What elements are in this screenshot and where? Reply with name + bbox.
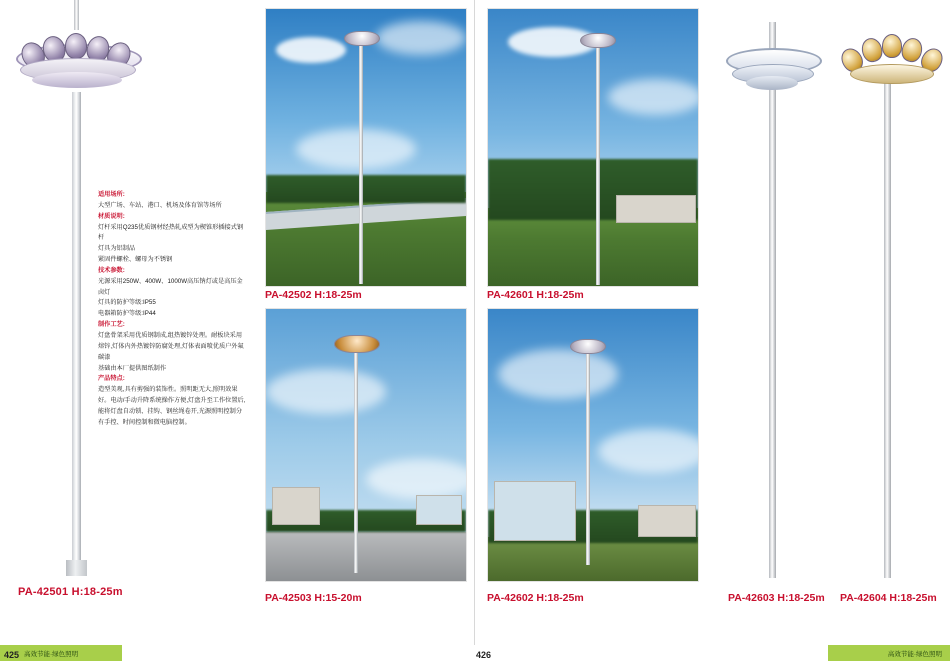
- product-caption-pa42601: PA-42601 H:18-25m: [487, 289, 584, 301]
- lamp-disc-lower: [746, 76, 798, 90]
- background-building: [616, 195, 696, 223]
- pole-mast: [884, 80, 891, 578]
- spec-line: 电器箱防护等级:IP44: [98, 310, 156, 318]
- photo-pole-mast: [359, 39, 363, 284]
- cloud: [366, 459, 467, 499]
- product-photo-pa42503: [265, 308, 467, 582]
- tree-line: [266, 175, 466, 203]
- photo-pole-mast: [354, 345, 358, 573]
- page-number-left: 425: [4, 650, 20, 660]
- product-caption-pa42603: PA-42603 H:18-25m: [728, 592, 825, 604]
- lamp-disc-upper: [850, 64, 934, 84]
- left-product-panel: [0, 0, 258, 600]
- photo-pole-mast: [586, 349, 590, 565]
- spec-heading: 适用场所:: [98, 191, 125, 198]
- ground: [488, 537, 698, 581]
- spec-line: 灯具的防护等级:IP55: [98, 299, 156, 307]
- specification-text: [98, 190, 248, 429]
- product-caption-pa42502: PA-42502 H:18-25m: [265, 289, 362, 301]
- spec-heading: 材质说明:: [98, 212, 125, 220]
- product-illustration-pa42603: [712, 10, 830, 580]
- photo-pole-mast: [596, 43, 600, 285]
- product-illustration-pa42604: [832, 10, 950, 580]
- product-photo-pa42602: [487, 308, 699, 582]
- roadside-building: [416, 495, 462, 525]
- spec-heading: 产品特点:: [98, 375, 125, 383]
- footer-tagline-right: 高效节能·绿色照明: [887, 651, 942, 658]
- spec-line: 光源采用250W、400W、1000W高压钠灯或是高压金卤灯: [98, 277, 243, 296]
- spec-line: 灯盘骨架采用优质钢制成,组热镀锌处理。耐板块采用熔锌,灯体内外热镀锌防腐处理,灯体表面喷优质户外氟碳漆: [98, 331, 244, 361]
- photo-lamp-head: [570, 339, 606, 354]
- cloud: [608, 79, 699, 115]
- spec-heading: 技术参数:: [98, 266, 125, 274]
- cloud: [276, 37, 346, 63]
- photo-lamp-head: [344, 31, 380, 46]
- product-photo-pa42601: [487, 8, 699, 287]
- cloud: [376, 21, 466, 55]
- road-ground: [266, 532, 466, 581]
- product-caption-pa42604: PA-42604 H:18-25m: [840, 592, 937, 604]
- lamp-cell: [65, 33, 87, 59]
- cloud: [296, 129, 416, 169]
- spec-line: 灯具为铝制品: [98, 245, 136, 253]
- lamp-head-assembly: [12, 24, 142, 96]
- pole-mast: [72, 92, 81, 572]
- spec-heading: 制作工艺:: [98, 321, 125, 329]
- cloud: [598, 429, 699, 473]
- spec-line: 紧固件螺栓、螺母为不锈钢: [98, 256, 173, 264]
- product-caption-pa42602: PA-42602 H:18-25m: [487, 592, 584, 604]
- footer-tagline-left: 高效节能·绿色照明: [24, 651, 79, 658]
- photo-lamp-head: [580, 33, 616, 48]
- roadside-building: [272, 487, 320, 525]
- cloud: [498, 349, 618, 399]
- pole-mast: [769, 22, 776, 578]
- spec-line: 造型美观,具有剪强的装饰性。照明距无大,照明效果好。电动/手动升降系统操作方便,灯盘升至工作位置后,能将灯盘自动锁、挂钩、钢丝绳卷开,光源照明控制分有手控、时间控制和微电脑控制。: [98, 386, 246, 426]
- lamp-head-assembly: [726, 40, 818, 98]
- pole-base: [66, 560, 87, 576]
- lamp-cell: [882, 34, 902, 58]
- product-caption-pa42501: PA-42501 H:18-25m: [18, 586, 123, 598]
- cloud: [266, 369, 386, 414]
- photo-lamp-head: [334, 335, 380, 353]
- spec-line: 基础由本厂提供图纸制作: [98, 364, 167, 372]
- spec-line: 大型广场、车站、港口、机场及体育馆等场所: [98, 201, 222, 209]
- lamp-head-assembly: [838, 28, 944, 88]
- apartment-building: [494, 481, 576, 541]
- product-caption-pa42503: PA-42503 H:15-20m: [265, 592, 362, 604]
- lamp-disc-lower: [32, 72, 122, 88]
- background-building: [638, 505, 696, 537]
- page-gutter-divider: [474, 0, 475, 645]
- page-number-right: 426: [476, 650, 492, 660]
- spec-line: 灯杆采用Q235优质钢材经热轧成型为楔锥形插接式钢杆: [98, 223, 244, 242]
- product-photo-pa42502: [265, 8, 467, 287]
